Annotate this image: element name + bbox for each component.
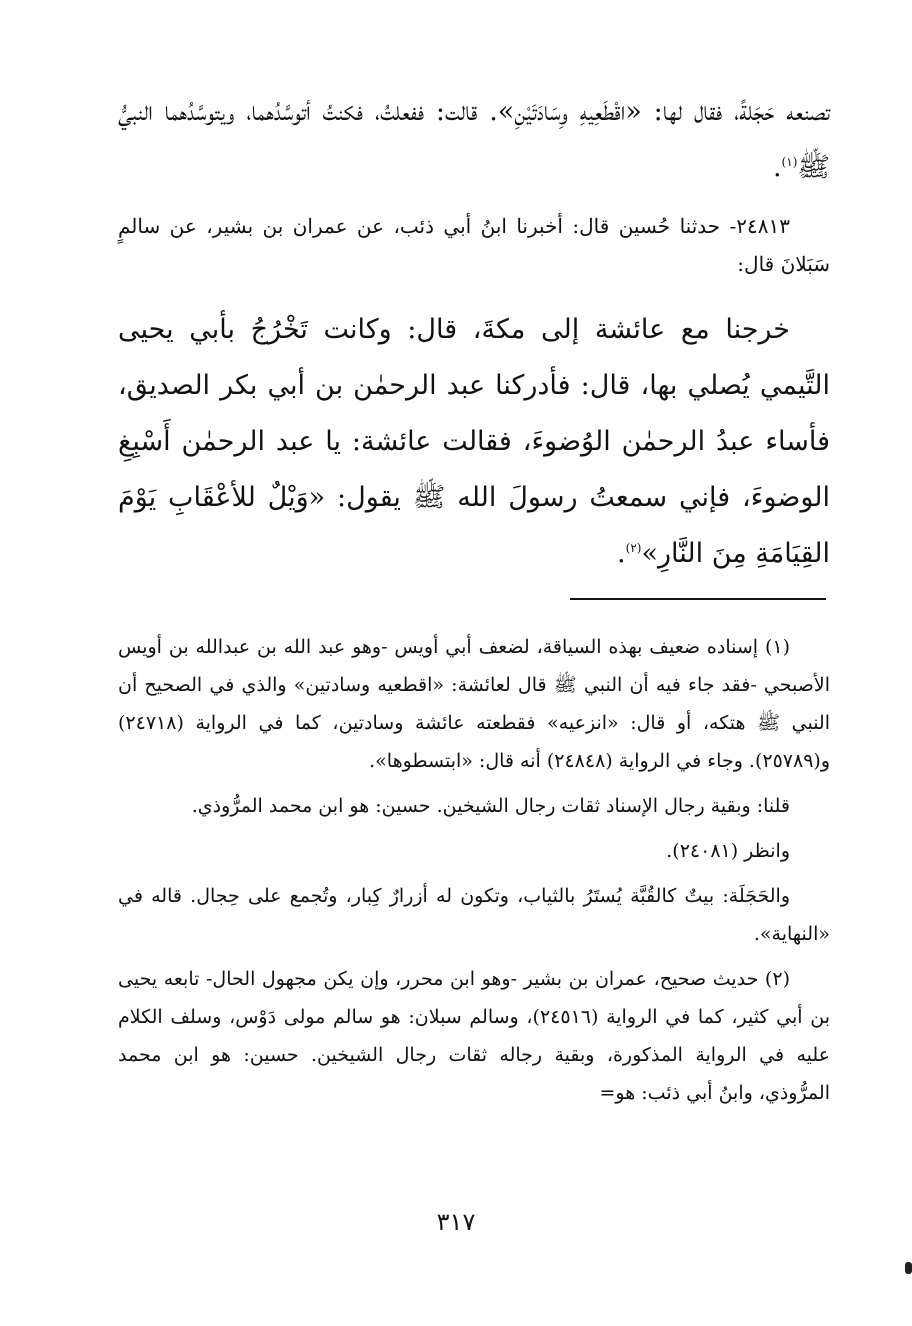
footnote-ref-1: (١) (781, 155, 798, 169)
main-paragraph-2 (118, 302, 830, 582)
main-paragraph-2-text: خرجنا مع عائشة إلى مكةَ، قال: وكانت تَخْرُجُ بأبي يحيى التَّيمي يُصلي بها، قال: فأدركنا عبد الرحمٰن بن أبي بكر الصديق، فأساء عبدُ الرحمٰن الوُضوءَ، فقالت عائشة: يا عبد الرحمٰن أَسْبِغِ الوضوءَ، فإني سمعتُ رسولَ الله ﷺ يقول: «وَيْلٌ للأعْقَابِ يَوْمَ القِيَامَةِ مِنَ النَّارِ» (118, 314, 830, 569)
hadith-matn (118, 302, 830, 582)
footnote-1-continued-c: والحَجَلَة: بيتٌ كالقُبَّة يُستَرُ بالثياب، وتكون له أزرارٌ كِبار، وتُجمع على حِجال. قاله في «النهاية». (118, 885, 830, 945)
main-paragraph-1-end: . (772, 152, 782, 183)
footnote-ref-2: (٢) (625, 541, 642, 555)
footnote-1-continued-a: قلنا: وبقية رجال الإسناد ثقات رجال الشيخين. حسين: هو ابن محمد المرُّوذي. (191, 795, 790, 817)
footnote-divider (570, 598, 826, 600)
main-paragraph-1-text: تصنعه حَجَلةً، فقال لها: «اقْطَعِيهِ وِسَادَتَيْنِ». قالت: ففعلتُ، فكنتُ أتوسَّدُهما، ويتوسَّدُهما النبيُّ ﷺ (118, 96, 830, 183)
hadith-number-header: ٢٤٨١٣- حدثنا حُسين قال: أخبرنا ابنُ أبي ذئب، عن عمران بن بشير، عن سالمٍ سَبَلانَ قال: (118, 214, 830, 276)
hadith-isnad (118, 207, 830, 283)
main-paragraph-2-end: . (617, 538, 626, 569)
main-paragraph-1 (118, 84, 830, 196)
continued-paragraph (118, 84, 830, 196)
footnote-1-continued-b: وانظر (٢٤٠٨١). (666, 840, 790, 862)
footnotes-section (118, 628, 830, 1119)
footnote-2: (٢) حديث صحيح، عمران بن بشير -وهو ابن محرر، وإن يكن مجهول الحال- تابعه يحيى بن أبي كثير، كما في الرواية (٢٤٥١٦)، وسالم سبلان: هو سالم مولى دَوْس، وسلف الكلام عليه في الرواية المذكورة، وبقية رجاله ثقات رجال الشيخين. حسين: هو ابن محمد المرُّوذي، وابنُ أبي ذئب: هو= (118, 968, 830, 1104)
page-number: ٣١٧ (436, 1208, 476, 1236)
scan-edge-mark (905, 1262, 912, 1274)
footnote-1: (١) إسناده ضعيف بهذه السياقة، لضعف أبي أويس -وهو عبد الله بن عبدالله بن أويس الأصبحي -فقد جاء فيه أن النبي ﷺ قال لعائشة: «اقطعيه وسادتين» والذي في الصحيح أن النبي ﷺ هتكه، أو قال: «انزعيه» فقطعته عائشة وسادتين، كما في الرواية (٢٤٧١٨) و(٢٥٧٨٩). وجاء في الرواية (٢٤٨٤٨) أنه قال: «ابتسطوها». (118, 636, 830, 772)
